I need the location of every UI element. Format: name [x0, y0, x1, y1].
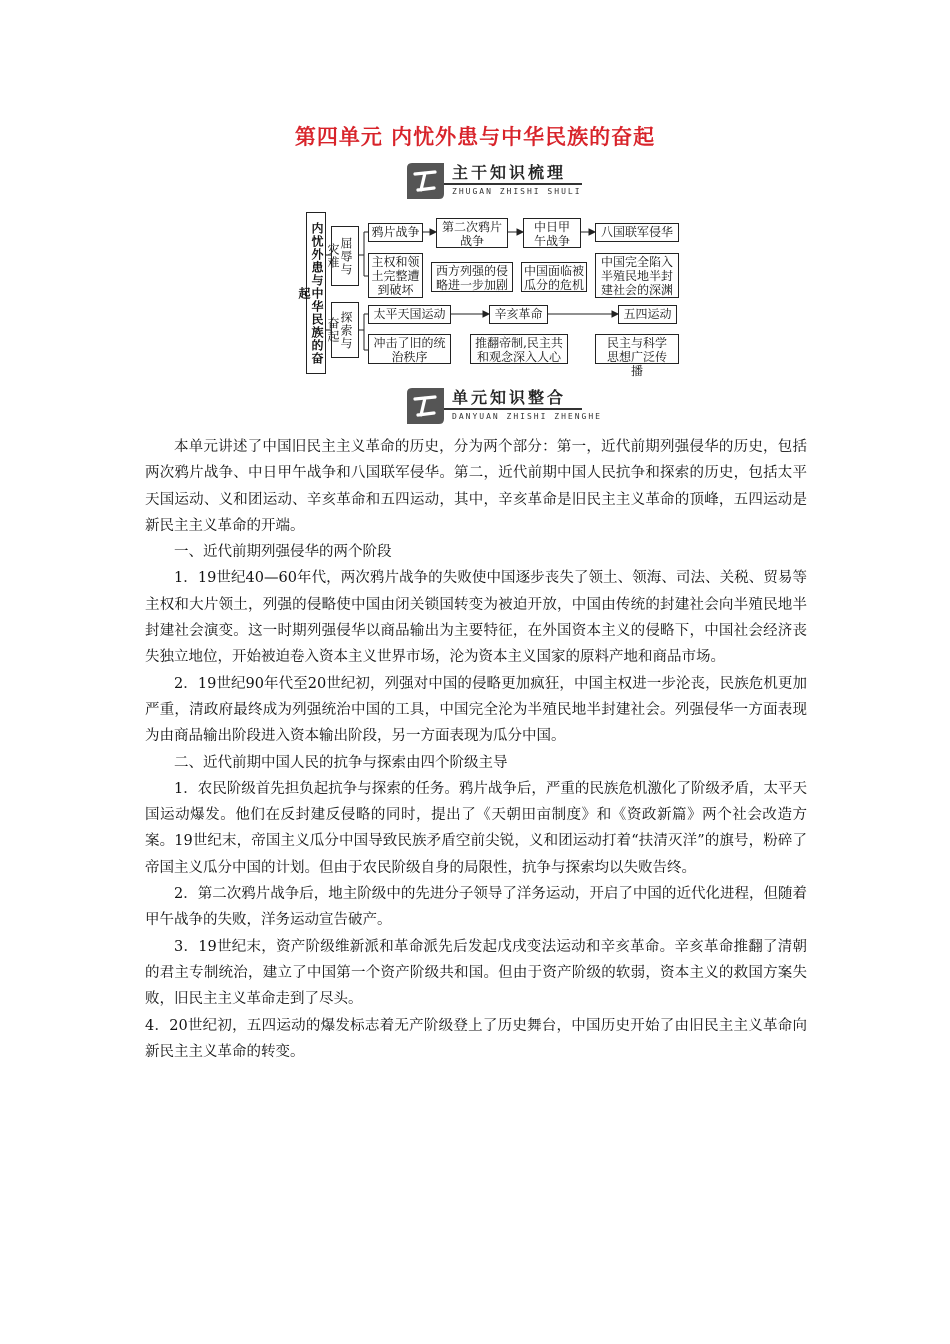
- branch-exploration: 探索与奋起: [331, 302, 359, 358]
- banner-title: 单元知识整合: [452, 388, 567, 407]
- paragraph: 2．19世纪90年代至20世纪初，列强对中国的侵略更加疯狂，中国主权进一步沦丧，民族危机更加严重，清政府最终成为列强统治中国的工具，中国完全沦为半殖民地半封建社会。列强侵华一方面表现为由商品输出阶段进入资本输出阶段，另一方面表现为瓜分中国。: [145, 675, 807, 745]
- event-eight-nation-alliance: 八国联军侵华: [595, 223, 679, 242]
- section-logo-icon: [404, 385, 446, 427]
- section-heading: 二、近代前期中国人民的抗争与探索由四个阶级主导: [174, 754, 508, 771]
- banner-rule: [444, 408, 582, 410]
- page-title: 第四单元 内忧外患与中华民族的奋起: [294, 125, 656, 149]
- article-body: [145, 434, 807, 1065]
- event-xinhai: 辛亥革命: [489, 305, 548, 324]
- banner-title: 主干知识梳理: [452, 163, 567, 182]
- desc-sino-japanese-war: 中国面临被瓜分的危机: [521, 262, 587, 292]
- desc-may-fourth: 民主与科学思想广泛传播: [595, 334, 679, 364]
- desc-second-opium-war: 西方列强的侵略进一步加剧: [431, 262, 513, 292]
- event-opium-war: 鸦片战争: [368, 223, 423, 242]
- event-sino-japanese-war: 中日甲午战争: [523, 218, 581, 248]
- desc-xinhai: 推翻帝制,民主共和观念深入人心: [470, 334, 568, 364]
- branch-humiliation: 屈辱与灾难: [331, 226, 359, 286]
- paragraph: 本单元讲述了中国旧民主主义革命的历史，分为两个部分：第一，近代前期列强侵华的历史，包括两次鸦片战争、中日甲午战争和八国联军侵华。第二，近代前期中国人民抗争和探索的历史，包括太平天国运动、义和团运动、辛亥革命和五四运动，其中，辛亥革命是旧民主主义革命的顶峰，五四运动是新民主主义革命的开端。: [145, 439, 807, 534]
- event-second-opium-war: 第二次鸦片战争: [436, 218, 508, 248]
- paragraph: 1．19世纪40—60年代，两次鸦片战争的失败使中国逐步丧失了领土、领海、司法、关税、贸易等主权和大片领土，列强的侵略使中国由闭关锁国转变为被迫开放，中国由传统的封建社会向半殖民地半封建社会演变。这一时期列强侵华以商品输出为主要特征，在外国资本主义的侵略下，中国社会经济丧失独立地位，开始被迫卷入资本主义世界市场，沦为资本主义国家的原料产地和商品市场。: [145, 570, 807, 666]
- section-banner-integration: [404, 383, 604, 429]
- paragraph: 1．农民阶级首先担负起抗争与探索的任务。鸦片战争后，严重的民族危机激化了阶级矛盾，太平天国运动爆发。他们在反封建反侵略的同时，提出了《天朝田亩制度》和《资政新篇》两个社会改造方案。19世纪末，帝国主义瓜分中国导致民族矛盾空前尖锐，义和团运动打着“扶清灭洋”的旗号，粉碎了帝国主义瓜分中国的计划。但由于农民阶级自身的局限性，抗争与探索均以失败告终。: [145, 780, 807, 876]
- banner-subtitle: ZHUGAN ZHISHI SHULI: [452, 187, 582, 196]
- desc-taiping: 冲击了旧的统治秩序: [368, 334, 451, 364]
- event-may-fourth: 五四运动: [618, 305, 677, 324]
- paragraph: 4．20世纪初，五四运动的爆发标志着无产阶级登上了历史舞台，中国历史开始了由旧民主主义革命向新民主主义革命的转变。: [145, 1017, 807, 1060]
- diagram-root: 内忧外患与中华民族的奋起: [306, 212, 326, 374]
- knowledge-diagram: [0, 0, 950, 380]
- paragraph: 3．19世纪末，资产阶级维新派和革命派先后发起戊戌变法运动和辛亥革命。辛亥革命推翻了清朝的君主专制统治，建立了中国第一个资产阶级共和国。但由于资产阶级的软弱，资本主义的救国方案失败，旧民主主义革命走到了尽头。: [145, 938, 807, 1008]
- banner-subtitle: DANYUAN ZHISHI ZHENGHE: [452, 412, 602, 421]
- diagram-connectors: [0, 0, 950, 380]
- section-heading: 一、近代前期列强侵华的两个阶段: [174, 544, 392, 561]
- desc-opium-war: 主权和领土完整遭到破坏: [368, 253, 423, 298]
- desc-eight-nation-alliance: 中国完全陷入半殖民地半封建社会的深渊: [595, 253, 679, 298]
- paragraph: 2．第二次鸦片战争后，地主阶级中的先进分子领导了洋务运动，开启了中国的近代化进程，但随着甲午战争的失败，洋务运动宣告破产。: [145, 886, 807, 929]
- event-taiping: 太平天国运动: [368, 305, 451, 324]
